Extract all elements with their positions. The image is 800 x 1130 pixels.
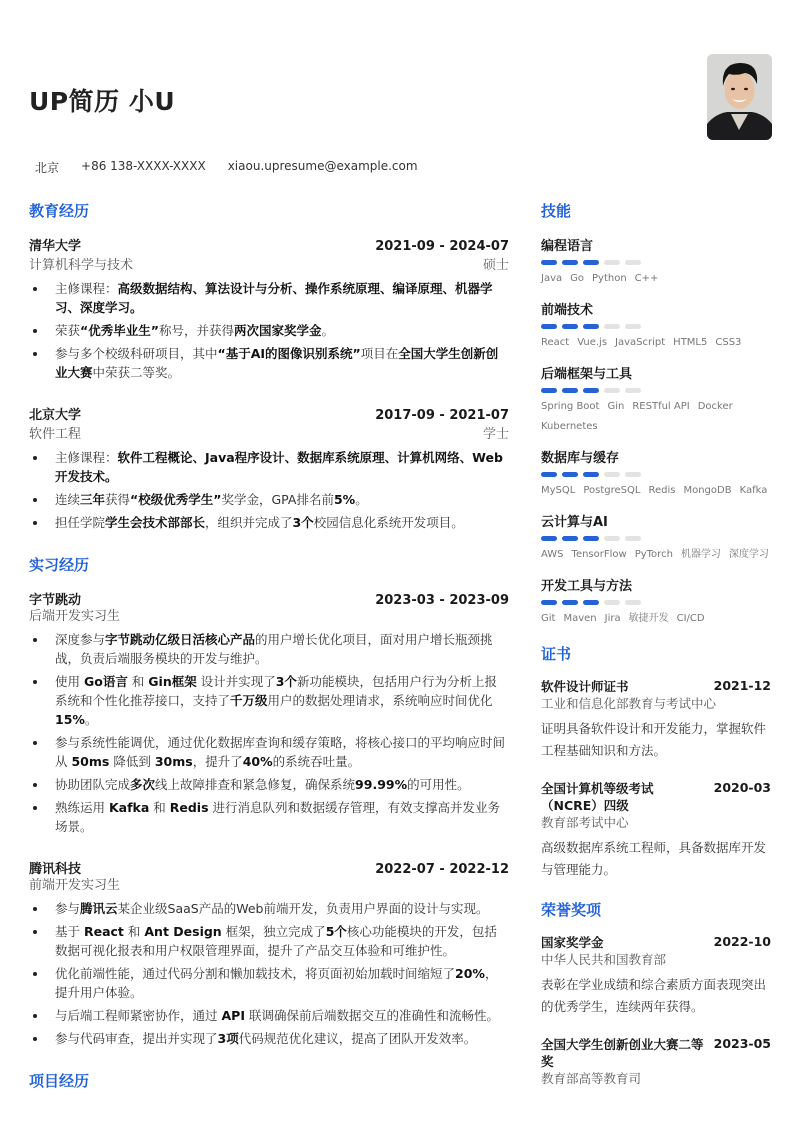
resume-header bbox=[29, 0, 774, 180]
skill-tags bbox=[541, 335, 771, 351]
bold-text: API bbox=[221, 1008, 245, 1023]
bullet-item bbox=[29, 1029, 509, 1048]
text: ，提升了 bbox=[192, 754, 243, 769]
section-title-internship: 实习经历 bbox=[29, 556, 90, 574]
skill-tags bbox=[541, 547, 771, 563]
issuer: 中华人民共和国教育部 bbox=[541, 952, 667, 967]
text: 新功能模块，包括用户行为分析上报系统和个性化推荐接口，支持了 bbox=[55, 674, 497, 708]
skill-tag: Kubernetes bbox=[541, 421, 598, 432]
text: 的用户增长优化项目，面对用户增长瓶颈挑战，负责后端服务模块的开发与维护。 bbox=[55, 632, 493, 666]
level-dot-empty-icon bbox=[604, 472, 620, 477]
text: 主修课程： bbox=[55, 450, 118, 465]
bold-text: Go语言 bbox=[83, 674, 128, 689]
bullet-list bbox=[29, 279, 509, 382]
text: 中荣获二等奖。 bbox=[92, 365, 181, 380]
bullet-item bbox=[29, 1006, 509, 1025]
company-name: 字节跳动 bbox=[29, 593, 82, 608]
skill-level-indicator bbox=[541, 324, 771, 329]
bold-text: Ant Design bbox=[144, 924, 222, 939]
entry-header bbox=[541, 678, 771, 695]
bullet-item bbox=[29, 922, 509, 960]
bold-text: 全国大学生创新创业大赛 bbox=[55, 346, 499, 380]
text: 获得 bbox=[105, 492, 131, 507]
skill-category: 数据库与缓存 bbox=[541, 451, 620, 466]
level-dot-empty-icon bbox=[625, 388, 641, 393]
bold-text: 3项 bbox=[217, 1031, 239, 1046]
level-dot-filled-icon bbox=[583, 388, 599, 393]
text: 的系统吞吐量。 bbox=[272, 754, 361, 769]
skill-tag: Kafka bbox=[739, 485, 768, 496]
date: 2022-10 bbox=[713, 934, 771, 949]
bullet-item bbox=[29, 798, 509, 836]
text: 参与代码审查，提出并实现了 bbox=[55, 1031, 218, 1046]
description: 高级数据库系统工程师，具备数据库开发与管理能力。 bbox=[541, 840, 767, 877]
skill-tag: Spring Boot bbox=[541, 401, 600, 412]
level-dot-filled-icon bbox=[541, 324, 557, 329]
issuer: 工业和信息化部教育与考试中心 bbox=[541, 696, 717, 711]
date: 2023-05 bbox=[713, 1036, 771, 1051]
bold-text: Kafka bbox=[108, 800, 150, 815]
bold-text: 20% bbox=[455, 966, 485, 981]
bold-text: “基于AI的图像识别系统” bbox=[217, 346, 361, 361]
bullet-item bbox=[29, 279, 509, 317]
skill-tag: Maven bbox=[563, 613, 597, 624]
skill-tag: React bbox=[541, 337, 570, 348]
skill-tag: JavaScript bbox=[615, 337, 666, 348]
text: 联调确保前后端数据交互的准确性和流畅性。 bbox=[244, 1008, 499, 1023]
entry-header bbox=[29, 858, 509, 877]
text: 和 bbox=[123, 924, 145, 939]
skill-tag: MongoDB bbox=[683, 485, 732, 496]
level-dot-filled-icon bbox=[541, 388, 557, 393]
education-section bbox=[29, 200, 509, 532]
level-dot-empty-icon bbox=[625, 600, 641, 605]
skill-level-indicator bbox=[541, 260, 771, 265]
email: xiaou.upresume@example.com bbox=[227, 159, 418, 173]
bullet-list bbox=[29, 899, 509, 1048]
skill-group bbox=[541, 511, 771, 563]
award-name: 国家奖学金 bbox=[541, 935, 604, 950]
skill-level-indicator bbox=[541, 536, 771, 541]
bold-text: “校级优秀学生” bbox=[130, 492, 222, 507]
skill-tag: CSS3 bbox=[715, 337, 742, 348]
skill-tag: 机器学习 bbox=[680, 549, 721, 560]
skill-group bbox=[541, 235, 771, 287]
level-dot-filled-icon bbox=[562, 536, 578, 541]
education-entry bbox=[29, 404, 509, 532]
text: 用户的数据处理请求，系统响应时间优化 bbox=[267, 693, 493, 708]
skill-tag: HTML5 bbox=[673, 337, 708, 348]
skill-tag: CI/CD bbox=[676, 613, 705, 624]
text: ，提升用户体验。 bbox=[55, 966, 498, 1000]
level-dot-filled-icon bbox=[541, 600, 557, 605]
skill-group bbox=[541, 299, 771, 351]
skill-level-indicator bbox=[541, 472, 771, 477]
bullet-item bbox=[29, 775, 509, 794]
profile-photo-icon bbox=[707, 54, 772, 140]
skill-tag: Go bbox=[570, 273, 584, 284]
bold-text: 5个 bbox=[325, 924, 347, 939]
bold-text: 两次国家奖学金 bbox=[233, 323, 322, 338]
level-dot-empty-icon bbox=[625, 472, 641, 477]
skill-tag: PostgreSQL bbox=[583, 485, 641, 496]
skill-category: 开发工具与方法 bbox=[541, 579, 633, 594]
bold-text: React bbox=[83, 924, 124, 939]
bold-text: 99.99% bbox=[355, 777, 408, 792]
school-name: 北京大学 bbox=[29, 408, 82, 423]
bullet-list bbox=[29, 448, 509, 532]
level-dot-filled-icon bbox=[583, 324, 599, 329]
date: 2020-03 bbox=[713, 780, 771, 795]
section-title-certificates: 证书 bbox=[541, 645, 572, 663]
certificates-section bbox=[541, 643, 771, 881]
projects-section bbox=[29, 1070, 509, 1091]
bullet-item bbox=[29, 490, 509, 509]
skill-tags bbox=[541, 271, 771, 287]
date-range: 2023-03 - 2023-09 bbox=[375, 593, 509, 608]
text: ，组织并完成了 bbox=[205, 515, 293, 530]
level-dot-empty-icon bbox=[604, 600, 620, 605]
skill-category: 云计算与AI bbox=[541, 515, 608, 530]
job-role: 前端开发实习生 bbox=[29, 878, 121, 893]
bullet-item bbox=[29, 630, 509, 668]
avatar bbox=[707, 54, 772, 140]
text: 设计并实现了 bbox=[196, 674, 276, 689]
text: 称号，并获得 bbox=[158, 323, 234, 338]
text: 框架，独立完成了 bbox=[221, 924, 326, 939]
bold-text: 50ms bbox=[71, 754, 110, 769]
skill-tag: C++ bbox=[634, 273, 659, 284]
skill-tag: RESTful API bbox=[632, 401, 690, 412]
level-dot-empty-icon bbox=[604, 388, 620, 393]
section-title-skills: 技能 bbox=[541, 202, 572, 220]
level-dot-filled-icon bbox=[562, 324, 578, 329]
skill-tag: PyTorch bbox=[634, 549, 673, 560]
text: 校园信息化系统开发项目。 bbox=[313, 515, 464, 530]
entry-header bbox=[541, 934, 771, 951]
bullet-list bbox=[29, 630, 509, 836]
level-dot-empty-icon bbox=[625, 324, 641, 329]
date-range: 2017-09 - 2021-07 bbox=[375, 408, 509, 423]
school-name: 清华大学 bbox=[29, 239, 82, 254]
text: 和 bbox=[149, 800, 170, 815]
phone: +86 138-XXXX-XXXX bbox=[81, 159, 206, 173]
bold-text: 多次 bbox=[130, 777, 156, 792]
bullet-item bbox=[29, 672, 509, 729]
level-dot-filled-icon bbox=[562, 388, 578, 393]
text: 核心功能模块的开发，包括数据可视化报表和用户权限管理界面，提升了产品交互体验和可维护性。 bbox=[55, 924, 497, 958]
level-dot-filled-icon bbox=[583, 600, 599, 605]
entry-header bbox=[541, 780, 771, 814]
section-title-projects: 项目经历 bbox=[29, 1072, 90, 1090]
entry-subheader bbox=[29, 423, 509, 444]
entry-header bbox=[29, 235, 509, 254]
job-role: 后端开发实习生 bbox=[29, 609, 121, 624]
text: 协助团队完成 bbox=[55, 777, 131, 792]
skill-tag: Vue.js bbox=[577, 337, 608, 348]
bold-text: 软件工程概论、Java程序设计、数据库系统原理、计算机网络、Web开发技术。 bbox=[55, 450, 503, 484]
internship-entry bbox=[29, 589, 509, 836]
level-dot-empty-icon bbox=[604, 536, 620, 541]
skill-level-indicator bbox=[541, 388, 771, 393]
entry-header bbox=[29, 589, 509, 608]
section-title-awards: 荣誉奖项 bbox=[541, 901, 602, 919]
contact-info bbox=[35, 159, 418, 176]
text: 的可用性。 bbox=[407, 777, 470, 792]
location: 北京 bbox=[35, 161, 60, 175]
candidate-name: UP简历 小U bbox=[29, 87, 176, 116]
skills-section bbox=[541, 200, 771, 627]
bold-text: 30ms bbox=[154, 754, 193, 769]
level-dot-empty-icon bbox=[625, 536, 641, 541]
award-name: 全国大学生创新创业大赛二等奖 bbox=[541, 1037, 704, 1069]
skill-tag: Python bbox=[592, 273, 627, 284]
text: 某企业级SaaS产品的Web前端开发，负责用户界面的设计与实现。 bbox=[117, 901, 489, 916]
text: 参与 bbox=[55, 901, 81, 916]
level-dot-filled-icon bbox=[562, 472, 578, 477]
side-column bbox=[541, 200, 771, 1105]
text: 连续 bbox=[55, 492, 81, 507]
award-entry bbox=[541, 1036, 771, 1087]
award-entry bbox=[541, 934, 771, 1018]
skill-tag: Jira bbox=[604, 613, 621, 624]
text: 使用 bbox=[55, 674, 84, 689]
skill-tags bbox=[541, 611, 771, 627]
degree: 学士 bbox=[482, 427, 509, 442]
text: 项目在 bbox=[360, 346, 399, 361]
awards-section bbox=[541, 899, 771, 1087]
level-dot-filled-icon bbox=[583, 472, 599, 477]
internship-entry bbox=[29, 858, 509, 1048]
bullet-item bbox=[29, 899, 509, 918]
text: 。 bbox=[84, 712, 98, 727]
bold-text: 15% bbox=[55, 712, 85, 727]
skill-tag: Gin bbox=[607, 401, 625, 412]
level-dot-empty-icon bbox=[604, 260, 620, 265]
level-dot-filled-icon bbox=[541, 260, 557, 265]
level-dot-filled-icon bbox=[583, 536, 599, 541]
major: 软件工程 bbox=[29, 427, 82, 442]
text: 参与系统性能调优，通过优化数据库查询和缓存策略，将核心接口的平均响应时间从 bbox=[55, 735, 506, 769]
bold-text: 40% bbox=[242, 754, 273, 769]
certificate-name: 软件设计师证书 bbox=[541, 679, 629, 694]
level-dot-empty-icon bbox=[625, 260, 641, 265]
skill-tags bbox=[541, 399, 771, 435]
bullet-item bbox=[29, 964, 509, 1002]
skill-tags bbox=[541, 483, 771, 499]
bold-text: 5% bbox=[333, 492, 356, 507]
issuer: 教育部高等教育司 bbox=[541, 1071, 642, 1086]
skill-tag: Git bbox=[541, 613, 556, 624]
text: 进行消息队列和数据缓存管理，有效支撑高并发业务场景。 bbox=[55, 800, 501, 834]
education-entry bbox=[29, 235, 509, 382]
text: 优化前端性能，通过代码分割和懒加载技术，将页面初始加载时间缩短了 bbox=[55, 966, 456, 981]
skill-group bbox=[541, 575, 771, 627]
bold-text: 3个 bbox=[275, 674, 297, 689]
description: 表彰在学业成绩和综合素质方面表现突出的优秀学生，连续两年获得。 bbox=[541, 977, 767, 1014]
skill-tag: AWS bbox=[541, 549, 564, 560]
internship-section bbox=[29, 554, 509, 1048]
bold-text: 千万级 bbox=[230, 693, 268, 708]
level-dot-filled-icon bbox=[562, 260, 578, 265]
text: 熟练运用 bbox=[55, 800, 109, 815]
text: 深度参与 bbox=[55, 632, 106, 647]
skill-group bbox=[541, 363, 771, 435]
main-column bbox=[29, 200, 509, 1105]
skill-tag: 深度学习 bbox=[728, 549, 769, 560]
skill-tag: Redis bbox=[648, 485, 676, 496]
bullet-item bbox=[29, 513, 509, 532]
skill-level-indicator bbox=[541, 600, 771, 605]
bold-text: 高级数据结构、算法设计与分析、操作系统原理、编译原理、机器学习、深度学习。 bbox=[55, 281, 493, 315]
bold-text: 腾讯云 bbox=[80, 901, 118, 916]
bold-text: “优秀毕业生” bbox=[80, 323, 159, 338]
skill-tag: TensorFlow bbox=[571, 549, 627, 560]
text: 主修课程： bbox=[55, 281, 118, 296]
level-dot-filled-icon bbox=[562, 600, 578, 605]
certificate-entry bbox=[541, 780, 771, 881]
entry-subheader bbox=[29, 254, 509, 275]
entry-header bbox=[541, 1036, 771, 1070]
text: 基于 bbox=[55, 924, 84, 939]
level-dot-filled-icon bbox=[541, 536, 557, 541]
skill-group bbox=[541, 447, 771, 499]
skill-tag: Java bbox=[541, 273, 563, 284]
skill-tag: Docker bbox=[697, 401, 733, 412]
text: 。 bbox=[321, 323, 334, 338]
certificate-entry bbox=[541, 678, 771, 762]
level-dot-filled-icon bbox=[583, 260, 599, 265]
bullet-item bbox=[29, 448, 509, 486]
major: 计算机科学与技术 bbox=[29, 258, 134, 273]
date-range: 2022-07 - 2022-12 bbox=[375, 862, 509, 877]
level-dot-empty-icon bbox=[604, 324, 620, 329]
bold-text: 3个 bbox=[292, 515, 314, 530]
skill-tag: 敏捷开发 bbox=[628, 613, 669, 624]
bold-text: 三年 bbox=[80, 492, 106, 507]
entry-header bbox=[29, 404, 509, 423]
bullet-item bbox=[29, 733, 509, 771]
text: 降低到 bbox=[109, 754, 155, 769]
skill-category: 前端技术 bbox=[541, 303, 594, 318]
text: 和 bbox=[127, 674, 149, 689]
text: 线上故障排查和紧急修复，确保系统 bbox=[155, 777, 356, 792]
issuer: 教育部考试中心 bbox=[541, 815, 629, 830]
bold-text: Gin框架 bbox=[148, 674, 197, 689]
date: 2021-12 bbox=[713, 678, 771, 693]
bold-text: 学生会技术部部长 bbox=[105, 515, 206, 530]
text: 。 bbox=[355, 492, 368, 507]
skill-category: 编程语言 bbox=[541, 239, 594, 254]
bold-text: Redis bbox=[169, 800, 209, 815]
certificate-name: 全国计算机等级考试（NCRE）四级 bbox=[541, 781, 654, 813]
text: 代码规范优化建议，提高了团队开发效率。 bbox=[238, 1031, 477, 1046]
description: 证明具备软件设计和开发能力，掌握软件工程基础知识和方法。 bbox=[541, 721, 767, 758]
section-title-education: 教育经历 bbox=[29, 202, 90, 220]
text: 奖学金，GPA排名前 bbox=[221, 492, 334, 507]
company-name: 腾讯科技 bbox=[29, 862, 82, 877]
skill-tag: MySQL bbox=[541, 485, 576, 496]
bullet-item bbox=[29, 344, 509, 382]
text: 与后端工程师紧密协作，通过 bbox=[55, 1008, 222, 1023]
text: 参与多个校级科研项目，其中 bbox=[55, 346, 218, 361]
level-dot-filled-icon bbox=[541, 472, 557, 477]
skill-category: 后端框架与工具 bbox=[541, 367, 633, 382]
text: 担任学院 bbox=[55, 515, 106, 530]
text: 荣获 bbox=[55, 323, 81, 338]
date-range: 2021-09 - 2024-07 bbox=[375, 239, 509, 254]
bold-text: 字节跳动亿级日活核心产品 bbox=[105, 632, 256, 647]
bullet-item bbox=[29, 321, 509, 340]
degree: 硕士 bbox=[482, 258, 509, 273]
